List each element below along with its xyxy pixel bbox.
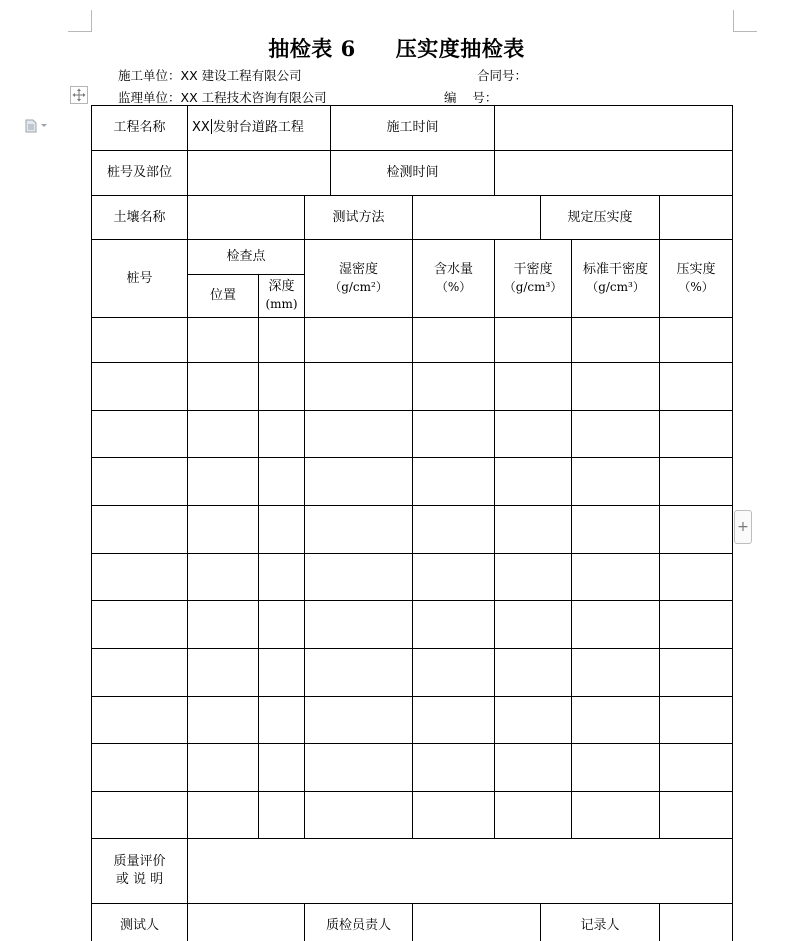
document-icon	[25, 119, 37, 133]
table-row	[92, 318, 733, 363]
station-cell[interactable]	[92, 601, 188, 649]
moisture-unit: （%）	[435, 279, 472, 294]
depth-cell[interactable]	[259, 792, 305, 839]
position-cell[interactable]	[188, 554, 259, 601]
moisture-cell[interactable]	[413, 363, 495, 411]
dry-density-cell[interactable]	[495, 649, 572, 697]
std-dry-density-unit: （g/cm³）	[586, 279, 645, 294]
std-dry-density-label: 标准干密度	[583, 261, 649, 277]
table-row	[92, 697, 733, 744]
compaction-cell[interactable]	[660, 363, 733, 411]
col-header-dry-density	[495, 240, 572, 318]
col-header-position: 位置	[188, 275, 259, 318]
compaction-cell[interactable]	[660, 458, 733, 506]
project-name-label: 工程名称	[92, 106, 188, 151]
page-corner-mark-left	[68, 10, 92, 32]
page-corner-mark-right	[733, 10, 757, 32]
dry-density-cell[interactable]	[495, 458, 572, 506]
wet-density-cell[interactable]	[305, 744, 413, 792]
table-row	[92, 744, 733, 792]
compaction-label: 压实度	[676, 261, 716, 277]
specified-compaction-label: 规定压实度	[541, 196, 660, 240]
wet-density-cell[interactable]	[305, 649, 413, 697]
station-cell[interactable]	[92, 744, 188, 792]
station-cell[interactable]	[92, 792, 188, 839]
quality-evaluation-label	[92, 839, 188, 904]
test-time-label: 检测时间	[331, 151, 495, 196]
compaction-cell[interactable]	[660, 649, 733, 697]
position-cell[interactable]	[188, 744, 259, 792]
document-number-label: 编 号：	[444, 90, 498, 105]
wet-density-cell[interactable]	[305, 458, 413, 506]
position-cell[interactable]	[188, 649, 259, 697]
project-name-prefix: XX	[192, 120, 210, 136]
moisture-cell[interactable]	[413, 458, 495, 506]
station-cell[interactable]	[92, 649, 188, 697]
construction-time-label: 施工时间	[331, 106, 495, 151]
dry-density-cell[interactable]	[495, 744, 572, 792]
depth-cell[interactable]	[259, 411, 305, 458]
supervisor-line	[118, 88, 327, 106]
table-row	[92, 458, 733, 506]
wet-density-cell[interactable]	[305, 363, 413, 411]
compaction-cell[interactable]	[660, 697, 733, 744]
test-method-label: 测试方法	[305, 196, 413, 240]
quality-label-line-1: 质量评价	[113, 854, 166, 870]
quality-label-line-2: 或 说 明	[115, 872, 164, 887]
compaction-cell[interactable]	[660, 554, 733, 601]
wet-density-cell[interactable]	[305, 318, 413, 363]
std-dry-density-cell[interactable]	[572, 554, 660, 601]
contractor-line	[118, 66, 302, 84]
std-dry-density-cell[interactable]	[572, 744, 660, 792]
compaction-check-table	[91, 105, 733, 941]
station-cell[interactable]	[92, 697, 188, 744]
wet-density-cell[interactable]	[305, 554, 413, 601]
tester-cell[interactable]	[188, 904, 305, 941]
table-row	[92, 411, 733, 458]
wet-density-cell[interactable]	[305, 601, 413, 649]
moisture-cell[interactable]	[413, 649, 495, 697]
position-cell[interactable]	[188, 506, 259, 554]
station-cell[interactable]	[92, 318, 188, 363]
moisture-cell[interactable]	[413, 601, 495, 649]
compaction-cell[interactable]	[660, 792, 733, 839]
table-row	[92, 792, 733, 839]
construction-time-cell[interactable]	[495, 106, 733, 151]
table-move-handle[interactable]	[70, 86, 88, 104]
position-cell[interactable]	[188, 458, 259, 506]
supervisor-value: XX 工程技术咨询有限公司	[180, 90, 327, 105]
soil-name-label: 土壤名称	[92, 196, 188, 240]
table-row	[92, 506, 733, 554]
text-cursor	[211, 119, 212, 134]
std-dry-density-cell[interactable]	[572, 411, 660, 458]
col-header-std-dry-density	[572, 240, 660, 318]
station-location-cell[interactable]	[188, 151, 331, 196]
compaction-cell[interactable]	[660, 744, 733, 792]
depth-cell[interactable]	[259, 649, 305, 697]
station-location-label: 桩号及部位	[92, 151, 188, 196]
dry-density-cell[interactable]	[495, 554, 572, 601]
depth-cell[interactable]	[259, 506, 305, 554]
col-header-compaction	[660, 240, 733, 318]
std-dry-density-cell[interactable]	[572, 318, 660, 363]
depth-label: 深度	[268, 279, 295, 295]
moisture-cell[interactable]	[413, 554, 495, 601]
quality-evaluation-cell[interactable]	[188, 839, 733, 904]
wet-density-label: 湿密度	[339, 261, 379, 277]
recorder-label: 记录人	[541, 904, 660, 941]
document-menu-button[interactable]	[25, 118, 51, 134]
title-part-2: 压实度抽检表	[395, 36, 525, 61]
col-header-station: 桩号	[92, 240, 188, 318]
wet-density-unit: （g/cm²）	[329, 279, 388, 294]
std-dry-density-cell[interactable]	[572, 792, 660, 839]
tester-label: 测试人	[92, 904, 188, 941]
col-header-moisture	[413, 240, 495, 318]
page-title	[0, 33, 793, 63]
std-dry-density-cell[interactable]	[572, 506, 660, 554]
compaction-unit: （%）	[678, 279, 714, 294]
supervisor-label: 监理单位：	[118, 90, 181, 105]
std-dry-density-cell[interactable]	[572, 649, 660, 697]
station-cell[interactable]	[92, 411, 188, 458]
position-cell[interactable]	[188, 363, 259, 411]
project-name-cell[interactable]	[188, 106, 331, 151]
depth-unit: (mm)	[265, 297, 298, 311]
std-dry-density-cell[interactable]	[572, 363, 660, 411]
compaction-cell[interactable]	[660, 601, 733, 649]
test-time-cell[interactable]	[495, 151, 733, 196]
position-cell[interactable]	[188, 792, 259, 839]
depth-cell[interactable]	[259, 363, 305, 411]
col-header-depth	[259, 275, 305, 318]
wet-density-cell[interactable]	[305, 506, 413, 554]
qc-responsible-cell[interactable]	[413, 904, 541, 941]
dry-density-label: 干密度	[513, 261, 553, 277]
moisture-cell[interactable]	[413, 792, 495, 839]
dry-density-unit: （g/cm³）	[503, 279, 563, 294]
depth-cell[interactable]	[259, 744, 305, 792]
title-part-1: 抽检表 6	[268, 36, 356, 61]
qc-responsible-label: 质检员责人	[305, 904, 413, 941]
contractor-label: 施工单位：	[118, 68, 181, 83]
std-dry-density-cell[interactable]	[572, 697, 660, 744]
station-cell[interactable]	[92, 458, 188, 506]
dry-density-cell[interactable]	[495, 792, 572, 839]
position-cell[interactable]	[188, 411, 259, 458]
plus-icon: +	[737, 519, 749, 535]
table-row	[92, 363, 733, 411]
position-cell[interactable]	[188, 318, 259, 363]
moisture-cell[interactable]	[413, 744, 495, 792]
table-row	[92, 649, 733, 697]
depth-cell[interactable]	[259, 601, 305, 649]
table-row	[92, 601, 733, 649]
wet-density-cell[interactable]	[305, 411, 413, 458]
table-row	[92, 554, 733, 601]
move-arrows-icon	[72, 88, 86, 102]
col-header-wet-density	[305, 240, 413, 318]
soil-name-cell[interactable]	[188, 196, 305, 240]
position-cell[interactable]	[188, 601, 259, 649]
moisture-cell[interactable]	[413, 318, 495, 363]
contractor-value: XX 建设工程有限公司	[180, 68, 302, 83]
station-cell[interactable]	[92, 554, 188, 601]
project-name-text: 发射台道路工程	[212, 120, 304, 136]
depth-cell[interactable]	[259, 697, 305, 744]
dry-density-cell[interactable]	[495, 697, 572, 744]
depth-cell[interactable]	[259, 554, 305, 601]
moisture-cell[interactable]	[413, 697, 495, 744]
depth-cell[interactable]	[259, 318, 305, 363]
wet-density-cell[interactable]	[305, 792, 413, 839]
chevron-down-icon	[40, 123, 48, 129]
compaction-cell[interactable]	[660, 506, 733, 554]
dry-density-cell[interactable]	[495, 363, 572, 411]
compaction-cell[interactable]	[660, 411, 733, 458]
moisture-label: 含水量	[434, 261, 474, 277]
add-column-button[interactable]	[734, 510, 752, 544]
dry-density-cell[interactable]	[495, 506, 572, 554]
position-cell[interactable]	[188, 697, 259, 744]
std-dry-density-cell[interactable]	[572, 458, 660, 506]
dry-density-cell[interactable]	[495, 601, 572, 649]
station-cell[interactable]	[92, 363, 188, 411]
moisture-cell[interactable]	[413, 506, 495, 554]
compaction-cell[interactable]	[660, 318, 733, 363]
col-header-check-point: 检查点	[188, 240, 305, 275]
contract-number-label: 合同号：	[477, 68, 528, 83]
dry-density-cell[interactable]	[495, 318, 572, 363]
depth-cell[interactable]	[259, 458, 305, 506]
recorder-cell[interactable]	[660, 904, 733, 941]
dry-density-cell[interactable]	[495, 411, 572, 458]
std-dry-density-cell[interactable]	[572, 601, 660, 649]
specified-compaction-cell[interactable]	[660, 196, 733, 240]
moisture-cell[interactable]	[413, 411, 495, 458]
test-method-cell[interactable]	[413, 196, 541, 240]
station-cell[interactable]	[92, 506, 188, 554]
wet-density-cell[interactable]	[305, 697, 413, 744]
